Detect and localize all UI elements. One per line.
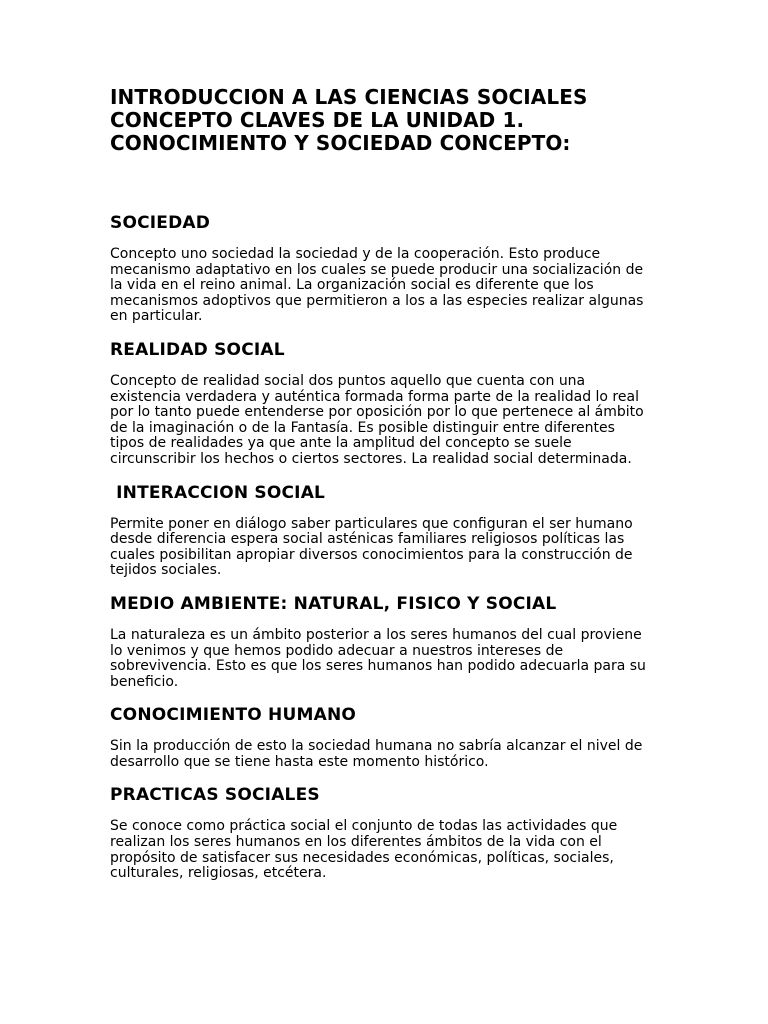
paragraph-line: circunscribir los hechos o ciertos sectores. La realidad social determinada. [110, 450, 632, 467]
paragraph-line: beneficio. [110, 673, 179, 690]
paragraph-line: desde diferencia espera social asténicas familiares religiosos políticas las [110, 531, 625, 548]
section-realidad-social [110, 340, 670, 468]
paragraph-line: Sin la producción de esto la sociedad humana no sabría alcanzar el nivel de [110, 738, 643, 755]
paragraph-line: realizan los seres humanos en los diferentes ámbitos de la vida con el [110, 834, 602, 851]
paragraph-line: lo venimos y que hemos podido adecuar a nuestros intereses de [110, 642, 564, 659]
paragraph-line: por lo tanto puede entenderse por oposición por lo que pertenece al ámbito [110, 404, 644, 421]
paragraph-line: Concepto de realidad social dos puntos aquello que cuenta con una [110, 372, 586, 389]
section-medio-ambiente [110, 594, 670, 690]
section-sociedad [110, 213, 670, 325]
paragraph-line: de la imaginación o de la Fantasía. Es posible distinguir entre diferentes [110, 419, 615, 436]
paragraph-line: culturales, religiosas, etcétera. [110, 865, 327, 882]
paragraph-line: mecanismos adoptivos que permitieron a los a las especies realizar algunas [110, 292, 644, 309]
section-interaccion-social [110, 483, 670, 579]
title-line: INTRODUCCION A LAS CIENCIAS SOCIALES [110, 85, 588, 109]
paragraph-line: Se conoce como práctica social el conjunto de todas las actividades que [110, 818, 618, 835]
paragraph-line: Concepto uno sociedad la sociedad y de la cooperación. Esto produce [110, 246, 601, 262]
paragraph-line: desarrollo que se tiene hasta este momento histórico. [110, 753, 489, 770]
section-conocimiento-humano [110, 705, 670, 770]
paragraph-line: propósito de satisfacer sus necesidades económicas, políticas, sociales, [110, 849, 614, 866]
paragraph-line: cuales posibilitan apropiar diversos conocimientos para la construcción de [110, 546, 633, 563]
section-heading: REALIDAD SOCIAL [110, 339, 285, 360]
title-line: CONOCIMIENTO Y SOCIEDAD CONCEPTO: [110, 131, 571, 155]
paragraph-line: existencia verdadera y auténtica formada forma parte de la realidad lo real [110, 388, 639, 405]
section-heading: CONOCIMIENTO HUMANO [110, 705, 357, 726]
paragraph-line: en particular. [110, 308, 203, 325]
paragraph-line: mecanismo adaptativo en los cuales se puede producir una socialización de [110, 261, 644, 278]
document-content [110, 86, 670, 882]
section-paragraph [110, 247, 670, 325]
paragraph-line: La naturaleza es un ámbito posterior a los seres humanos del cual proviene [110, 626, 642, 643]
section-paragraph [110, 517, 670, 579]
title-line: CONCEPTO CLAVES DE LA UNIDAD 1. [110, 108, 525, 132]
paragraph-line: Permite poner en diálogo saber particulares que configuran el ser humano [110, 515, 633, 532]
document-title [110, 86, 670, 155]
section-paragraph [110, 628, 670, 690]
section-paragraph [110, 739, 670, 770]
section-practicas-sociales [110, 785, 670, 881]
section-heading: SOCIEDAD [110, 213, 211, 233]
paragraph-line: sobrevivencia. Esto es que los seres humanos han podido adecuarla para su [110, 658, 646, 675]
section-heading: INTERACCION SOCIAL [110, 482, 326, 503]
section-paragraph [110, 819, 670, 881]
paragraph-line: la vida en el reino animal. La organización social es diferente que los [110, 277, 594, 294]
paragraph-line: tejidos sociales. [110, 562, 222, 579]
section-heading: MEDIO AMBIENTE: NATURAL, FISICO Y SOCIAL [110, 593, 557, 614]
section-heading: PRACTICAS SOCIALES [110, 785, 320, 806]
paragraph-line: tipos de realidades ya que ante la amplitud del concepto se suele [110, 435, 572, 452]
section-paragraph [110, 374, 670, 468]
